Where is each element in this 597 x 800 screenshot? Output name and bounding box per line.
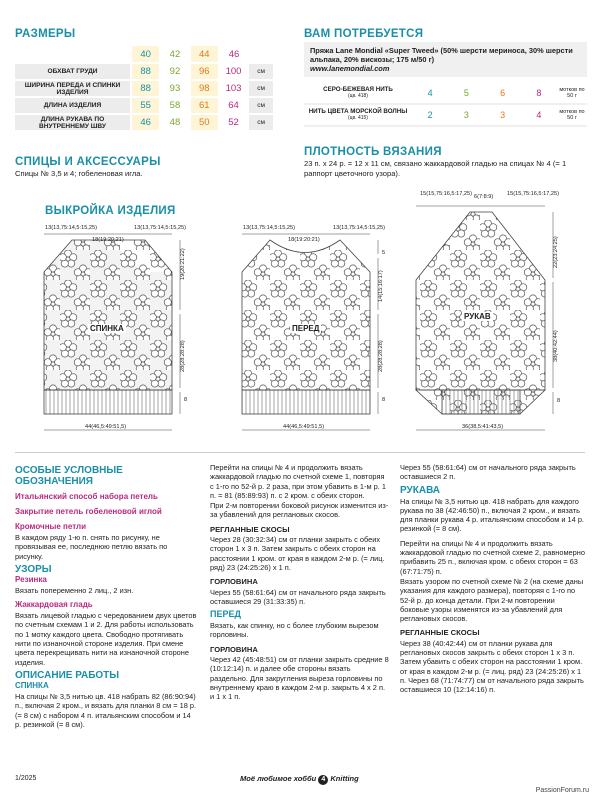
size-unit: см xyxy=(248,63,273,80)
yarn-value: 4 xyxy=(412,82,448,104)
sleeve-label: РУКАВ xyxy=(464,312,491,321)
front-label: ПЕРЕД xyxy=(292,324,320,333)
italian-cast-on-title: Итальянский способ набора петель xyxy=(15,492,158,501)
yarn-value: 2 xyxy=(412,104,448,126)
magazine-name: Моё любимое хобби xyxy=(240,774,317,783)
yarn-url[interactable]: www.lanemondial.com xyxy=(310,64,390,73)
rib-title: Резинка xyxy=(15,574,47,584)
yarn-row-code: (цв. 418) xyxy=(348,92,368,99)
density-text: 23 п. х 24 р. = 12 х 11 см, связано жаккардовой гладью на спицах № 4 (= 1 раппорт цветочного узора). xyxy=(304,159,567,178)
yarn-row xyxy=(304,104,587,126)
size-value: 48 xyxy=(160,114,189,131)
front-dim-side-top: 14(15:16:17) xyxy=(378,270,384,302)
column-2 xyxy=(210,462,390,702)
yarn-value: 6 xyxy=(485,82,521,104)
yarn-value: 3 xyxy=(448,104,484,126)
magazine-subtitle: Knitting xyxy=(330,774,359,783)
sleeve-dim-rib: 8 xyxy=(557,398,561,404)
needs-title: ВАМ ПОТРЕБУЕТСЯ xyxy=(304,28,424,40)
size-value: 58 xyxy=(160,97,189,114)
sleeve-dim-top-right: 15(15,75:16,5:17,25) xyxy=(507,191,559,197)
col3-intro: Через 55 (58:61:64) см от начального ряда закрыть оставшиеся 2 п. xyxy=(400,463,576,482)
raglan-text: Через 28 (30:32:34) см от планки закрыть с обеих сторон 1 х 3 п. Затем закрыть с обеих сторон на расстоянии 1 кром. от края в каждом 2-м р. (= лиц. ряд) 23 (24:25:26) х 1 п. xyxy=(210,535,385,572)
sleeve-dim-top-center: 6(7:8:9) xyxy=(474,194,494,200)
heading-neckline: ГОРЛОВИНА xyxy=(210,577,258,587)
heading-raglan-sleeve: РЕГЛАННЫЕ СКОСЫ xyxy=(400,628,480,638)
front-dim-side-bottom: 28(28:28:28) xyxy=(378,340,384,372)
pattern-title: ВЫКРОЙКА ИЗДЕЛИЯ xyxy=(45,205,176,217)
sleeve-dim-bottom: 36(38,5:41:43,5) xyxy=(462,424,504,430)
yarn-table xyxy=(304,82,587,127)
sleeve-dim-side-bottom: 38(40:42:44) xyxy=(553,330,559,362)
size-head: 40 xyxy=(131,46,160,63)
back-text: На спицы № 3,5 нитью цв. 418 набрать 82 (86:90:94) п., включая 2 кром., и вязать для планки 8 см = 18 р. (= 8 см) с набором 4 п. итальянским способом и 14 р. резинкой (= 8 см). xyxy=(15,691,197,729)
front-dim-top-right: 13(13,75:14,5:15,25) xyxy=(333,225,385,231)
sleeves-text-2: Перейти на спицы № 4 и продолжить вязать жаккардовой гладью по счетной схеме 2, равномерно прибавить 25 п., включая кром. с обеих сторон = 63 (67:71:75) п. xyxy=(400,538,585,576)
tools-text: Спицы № 3,5 и 4; гобеленовая игла. xyxy=(15,169,143,178)
size-head: 46 xyxy=(219,46,248,63)
sizes-row-label: ШИРИНА ПЕРЕДА И СПИНКИ ИЗДЕЛИЯ xyxy=(15,80,131,97)
sizes-row xyxy=(15,97,273,114)
size-value: 50 xyxy=(190,114,219,131)
yarn-row xyxy=(304,82,587,104)
sleeve-dim-side-top: 22(23:24:25) xyxy=(553,236,559,268)
column-3 xyxy=(400,462,585,695)
heading-special: ОСОБЫЕ УСЛОВНЫЕ ОБОЗНАЧЕНИЯ xyxy=(15,465,123,487)
size-value: 100 xyxy=(219,63,248,80)
rib-text: Вязать попеременно 2 лиц., 2 изн. xyxy=(15,585,134,595)
yarn-text: Пряжа Lane Mondial «Super Tweed» (50% шерсти мериноса, 30% шерсти альпака, 20% вискозы; 175 м/50 г) xyxy=(310,46,573,64)
front-dim-bottom: 44(46,5:49:51,5) xyxy=(283,424,325,430)
density-title: ПЛОТНОСТЬ ВЯЗАНИЯ xyxy=(304,146,442,158)
issue-number: 1/2025 xyxy=(15,775,37,782)
section-divider xyxy=(15,452,585,453)
yarn-value: 4 xyxy=(521,104,557,126)
tools-title: СПИЦЫ И АКСЕССУАРЫ xyxy=(15,156,161,168)
heading-sleeves: РУКАВА xyxy=(400,484,441,496)
size-value: 46 xyxy=(131,114,160,131)
back-label: СПИНКА xyxy=(90,324,124,333)
sizes-head-row xyxy=(15,46,273,63)
yarn-unit: мотков по 50 г xyxy=(557,82,587,104)
size-value: 88 xyxy=(131,80,160,97)
sizes-row xyxy=(15,80,273,97)
neckline-front-text: Через 42 (45:48:51) см от планки закрыть средние 8 (10:12:14) п. и далее обе стороны вязать раздельно. Для закругления выреза горловины по внутреннему краю в каждом 2-м р. закрыть 4 х 2 п. и 1 х 1 п. xyxy=(210,655,389,702)
size-value: 61 xyxy=(190,97,219,114)
sizes-title: РАЗМЕРЫ xyxy=(15,28,76,40)
sizes-row-label: ДЛИНА РУКАВА ПО ВНУТРЕННЕМУ ШВУ xyxy=(15,114,131,131)
sizes-row xyxy=(15,114,273,131)
back-title: СПИНКА xyxy=(15,680,49,690)
sleeves-text: На спицы № 3,5 нитью цв. 418 набрать для каждого рукава по 38 (42:46:50) п., включая 2 кром., и вязать для планки рукава 4 р. итальянским способом и 14 р. резинкой (= 8 см). xyxy=(400,496,584,534)
front-dim-rib: 8 xyxy=(382,397,386,403)
size-head: 42 xyxy=(160,46,189,63)
size-unit: см xyxy=(248,114,273,131)
size-head: 44 xyxy=(190,46,219,63)
neckline-text: Через 55 (58:61:64) см от начального ряда закрыть оставшиеся 29 (31:33:35) п. xyxy=(210,587,386,606)
yarn-unit: мотков по 50 г xyxy=(557,104,587,126)
yarn-value: 8 xyxy=(521,82,557,104)
front-dim-neck: 5 xyxy=(382,250,386,256)
jacquard-title: Жаккардовая гладь xyxy=(15,600,93,610)
back-dim-side-bottom: 28(28:28:28) xyxy=(180,340,186,372)
size-value: 93 xyxy=(160,80,189,97)
heading-raglan: РЕГЛАННЫЕ СКОСЫ xyxy=(210,524,290,534)
size-value: 103 xyxy=(219,80,248,97)
jacquard-text: Вязать лицевой гладью с чередованием двух цветов по счетным схемам 1 и 2. Для работы использовать по 1 мотку каждого цвета. Свободно протягивать нити по изнаночной стороне изделия. При смене цвета перекрещивать нити на изнаночной стороне изделия. xyxy=(15,611,197,667)
raglan-sleeve-text: Через 38 (40:42:44) см от планки рукава для реглановых скосов закрыть с обеих сторон 1 х 3 п. Затем убавить с обеих сторон на расстоянии 1 кром. от края в каждом 2-м р. (= лиц. ряд) 23 (24:25:26) х 1 п. Через 68 (71:74:77) см от начального ряда закрыть оставшиеся 10 (12:14:16) п. xyxy=(400,638,584,695)
yarn-row-label: СЕРО-БЕЖЕВАЯ НИТЬ xyxy=(323,85,393,93)
size-value: 88 xyxy=(131,63,160,80)
size-unit: см xyxy=(248,80,273,97)
front-dim-top-center: 18(19:20:21) xyxy=(288,237,320,243)
magazine-footer xyxy=(240,774,359,785)
size-value: 64 xyxy=(219,97,248,114)
heading-description: ОПИСАНИЕ РАБОТЫ xyxy=(15,669,120,681)
watermark-site: PassionForum.ru xyxy=(535,787,589,794)
column-1 xyxy=(15,462,197,729)
size-value: 96 xyxy=(190,63,219,80)
sleeves-text-3: Вязать узором по счетной схеме № 2 (на схеме даны указания для каждого размера), повторяя с 1-го по 52-й р. до конца детали. При 2-м повторении боковые узоры изменятся из-за убавлений для реглановых скосов. xyxy=(400,576,584,624)
sizes-table xyxy=(15,46,273,132)
back-dim-top-right: 13(13,75:14,5:15,25) xyxy=(134,225,186,231)
yarn-value: 3 xyxy=(485,104,521,126)
yarn-box xyxy=(304,42,587,77)
size-value: 92 xyxy=(160,63,189,80)
yarn-row-code: (цв. 415) xyxy=(348,115,368,121)
yarn-value: 5 xyxy=(448,82,484,104)
size-value: 98 xyxy=(190,80,219,97)
edge-stitch-text: В каждом ряду 1-ю п. снять по рисунку, не провязывая ее, последнюю петлю вязать по рисунку. xyxy=(15,533,168,561)
heading-patterns: УЗОРЫ xyxy=(15,563,52,575)
edge-stitch-title: Кромочные петли xyxy=(15,522,87,531)
back-dim-side-top: 19(20:21:22) xyxy=(180,248,186,280)
heading-neckline-front: ГОРЛОВИНА xyxy=(210,644,258,654)
magazine-badge: 4 xyxy=(318,775,328,785)
size-value: 52 xyxy=(219,114,248,131)
front-text: Вязать, как спинку, но с более глубоким вырезом горловины. xyxy=(210,621,379,640)
sizes-row-label: ОБХВАТ ГРУДИ xyxy=(15,63,131,80)
size-value: 55 xyxy=(131,97,160,114)
back-dim-top-center: 18(19:20:21) xyxy=(92,237,124,243)
size-unit: см xyxy=(248,97,273,114)
sizes-row-label: ДЛИНА ИЗДЕЛИЯ xyxy=(15,97,131,114)
yarn-row-label: НИТЬ ЦВЕТА МОРСКОЙ ВОЛНЫ xyxy=(308,108,408,115)
col2-note: При 2-м повторении боковой рисунок изменится из-за убавлений для реглановых скосов. xyxy=(210,501,389,520)
back-dim-top-left: 13(13,75:14,5:15,25) xyxy=(45,225,97,231)
sleeve-dim-top-left: 15(15,75:16,5:17,25) xyxy=(420,191,472,197)
back-dim-bottom: 44(46,5:49:51,5) xyxy=(85,424,127,430)
col2-intro: Перейти на спицы № 4 и продолжить вязать жаккардовой гладью по счетной схеме 1, повторяя с 1-го по 52-й р. 2 раза, при этом убавить в 1-м р. 1 п. = 81 (85:89:93) п. с 2 кром. с обеих сторон. xyxy=(210,463,386,500)
heading-front: ПЕРЕД xyxy=(210,609,241,620)
sizes-row xyxy=(15,63,273,80)
tapestry-bindoff-title: Закрытие петель гобеленовой иглой xyxy=(15,507,162,516)
back-dim-rib: 8 xyxy=(184,397,188,403)
front-dim-top-left: 13(13,75:14,5:15,25) xyxy=(243,225,295,231)
